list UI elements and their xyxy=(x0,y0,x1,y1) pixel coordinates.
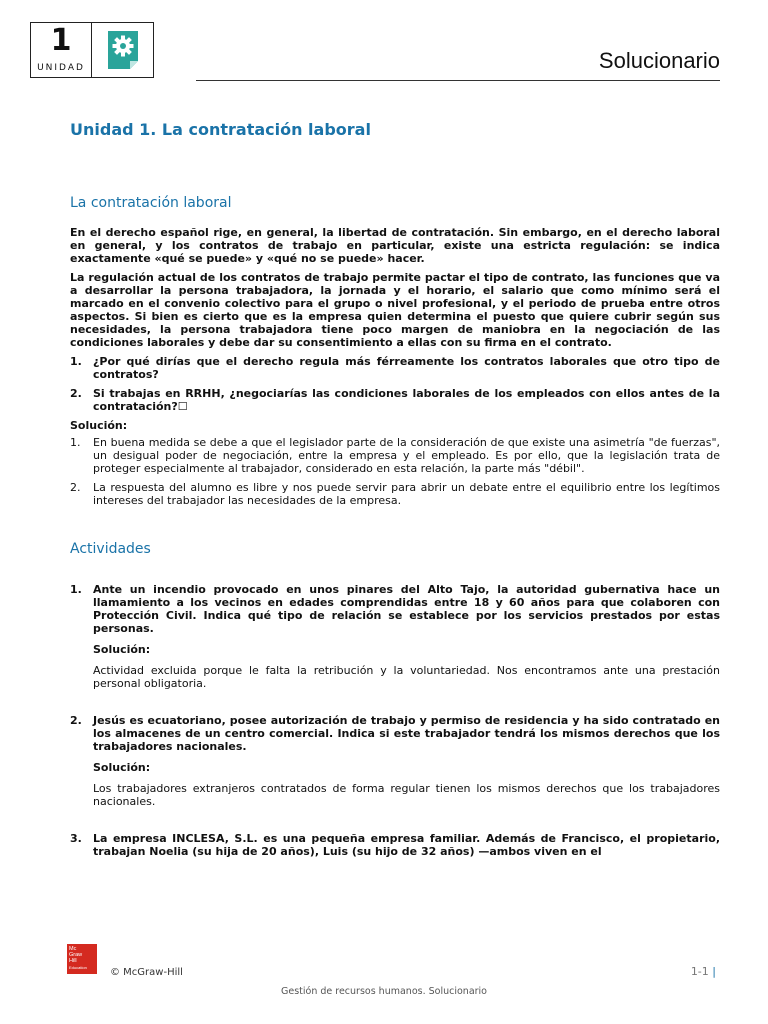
activity-solution-label: Solución: xyxy=(93,761,151,774)
activity-number: 3. xyxy=(70,832,82,845)
copyright: © McGraw-Hill xyxy=(110,967,183,978)
book-title: Gestión de recursos humanos. Solucionario xyxy=(280,986,487,997)
activity-solution-text: Actividad excluida porque le falta la retribución y la voluntariedad. Nos encontramos ante una prestación personal obligatoria. xyxy=(93,664,720,690)
activity-text: Ante un incendio provocado en unos pinares del Alto Tajo, la autoridad gubernativa hace un llamamiento a los vecinos en edades comprendidas entre 18 y 60 años para que colaboren con Protección Civil. Indica qué tipo de relación se establece por los servicios prestados por estas personas. xyxy=(93,583,720,635)
page-header-title: Solucionario xyxy=(598,48,720,73)
intro-paragraph-2: La regulación actual de los contratos de trabajo permite pactar el tipo de contrato, las funciones que va a desarrollar la persona trabajadora, la jornada y el horario, el salario que como mínimo será el marcado en el convenio colectivo para el grupo o nivel profesional, y el periodo de prueba entre otros aspectos. Si bien es cierto que es la empresa quien determina el puesto que quiere cubrir según sus necesidades, la persona trabajadora tiene poco margen de maniobra en la negociación de las condiciones laborales y debe dar su consentimiento a ellas con su firma en el contrato. xyxy=(70,271,720,349)
question-text: ¿Por qué dirías que el derecho regula más férreamente los contratos laborales que otro tipo de contratos? xyxy=(93,355,720,381)
unit-number-box xyxy=(30,22,92,78)
page-number-bar: | xyxy=(712,965,716,978)
question-number: 1. xyxy=(70,355,82,368)
activity-solution-label: Solución: xyxy=(93,643,151,656)
activity-item xyxy=(70,832,720,858)
activity-solution-text: Los trabajadores extranjeros contratados de forma regular tienen los mismos derechos que los trabajadores nacionales. xyxy=(93,782,720,808)
mcgraw-hill-logo xyxy=(67,944,97,974)
answer-text: La respuesta del alumno es libre y nos puede servir para abrir un debate entre el equilibrio entre los legítimos intereses del trabajador las necesidades de la empresa. xyxy=(93,481,720,507)
activity-number: 2. xyxy=(70,714,82,727)
page-number xyxy=(691,965,716,978)
logo-text: Mc xyxy=(69,946,77,952)
activity-text: Jesús es ecuatoriano, posee autorización de trabajo y permiso de residencia y ha sido contratado en los almacenes de un centro comercial. Indica si este trabajador tendrá los mismos derechos que los trabajadores nacionales. xyxy=(93,714,720,753)
answer-text: En buena medida se debe a que el legislador parte de la consideración de que existe una asimetría "de fuerzas", un desigual poder de negociación, entre la empresa y el empleado. Es por ello, que la legislación trata de proteger especialmente al trabajador, considerado en esta relación, la parte más "débil". xyxy=(93,436,720,475)
logo-text: Graw xyxy=(69,952,83,958)
answer-number: 1. xyxy=(70,436,81,449)
section-heading-actividades: Actividades xyxy=(70,541,151,557)
answer-item xyxy=(70,481,720,507)
question-number: 2. xyxy=(70,387,82,400)
activity-item xyxy=(70,714,720,753)
section-heading-contratacion: La contratación laboral xyxy=(70,195,232,211)
logo-text: Education xyxy=(69,965,87,970)
answer-item xyxy=(70,436,720,475)
solution-label: Solución: xyxy=(70,419,128,432)
activity-number: 1. xyxy=(70,583,82,596)
intro-paragraph-1: En el derecho español rige, en general, la libertad de contratación. Sin embargo, en el derecho laboral en general, y los contratos de trabajo en particular, existe una estricta regulación: se indica exactamente «qué se puede» y «qué no se puede» hacer. xyxy=(70,226,720,265)
activity-item xyxy=(70,583,720,635)
unit-number: 1 xyxy=(50,23,72,58)
unit-title: Unidad 1. La contratación laboral xyxy=(70,120,371,139)
question-text: Si trabajas en RRHH, ¿negociarías las condiciones laborales de los empleados con ellos antes de la contratación?☐ xyxy=(93,387,720,413)
document-body xyxy=(70,118,720,858)
unit-label: UNIDAD xyxy=(37,63,85,73)
answer-number: 2. xyxy=(70,481,81,494)
gear-box xyxy=(92,22,154,78)
activity-text: La empresa INCLESA, S.L. es una pequeña empresa familiar. Además de Francisco, el propietario, trabajan Noelia (su hija de 20 años), Luis (su hijo de 32 años) —ambos viven en el xyxy=(93,832,720,858)
gear-icon xyxy=(108,31,138,69)
page-number-value: 1-1 xyxy=(690,965,709,978)
question-item xyxy=(70,387,720,413)
logo-text: Hill xyxy=(69,958,77,964)
header-divider xyxy=(196,80,720,81)
question-item xyxy=(70,355,720,381)
